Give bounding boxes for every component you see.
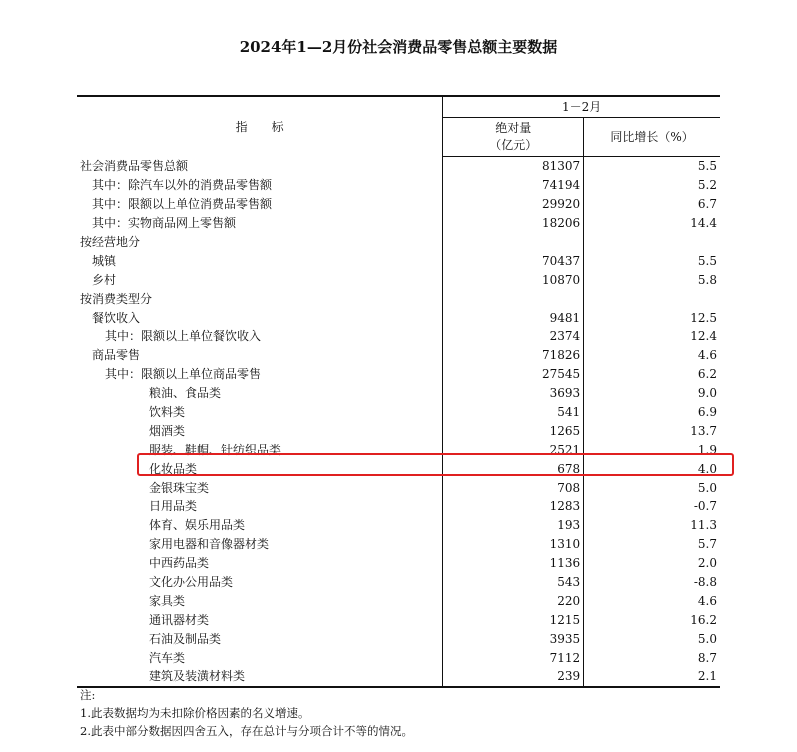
row-absolute-value: 29920 <box>443 195 584 214</box>
row-label: 金银珠宝类 <box>77 478 443 497</box>
row-label: 体育、娱乐用品类 <box>77 516 443 535</box>
table-row <box>77 648 720 667</box>
row-growth-value: 8.7 <box>697 650 717 665</box>
row-absolute-value: 1310 <box>443 535 584 554</box>
page-title: 2024年1—2月份社会消费品零售总额主要数据 <box>239 38 558 56</box>
row-label: 建筑及装潢材料类 <box>77 667 443 687</box>
row-growth-value: 6.7 <box>697 197 717 212</box>
row-label: 饮料类 <box>77 403 443 422</box>
table-row <box>77 346 720 365</box>
row-absolute-value: 3935 <box>443 629 584 648</box>
table-row <box>77 629 720 648</box>
row-absolute-value: 220 <box>443 591 584 610</box>
row-label: 文化办公用品类 <box>77 573 443 592</box>
row-absolute-value: 1283 <box>443 497 584 516</box>
row-growth-value: -8.8 <box>693 575 717 590</box>
row-growth-value: 4.6 <box>697 348 717 363</box>
row-growth-value: -0.7 <box>693 499 717 514</box>
row-absolute-value: 18206 <box>443 214 584 233</box>
table-row <box>77 214 720 233</box>
row-label: 家用电器和音像器材类 <box>77 535 443 554</box>
row-label: 家具类 <box>77 591 443 610</box>
table-row <box>77 610 720 629</box>
row-label: 烟酒类 <box>77 421 443 440</box>
row-growth-value: 16.2 <box>690 612 717 627</box>
row-growth-value <box>584 233 720 252</box>
row-absolute-value: 71826 <box>443 346 584 365</box>
row-label: 粮油、食品类 <box>77 384 443 403</box>
row-absolute-value: 2374 <box>443 327 584 346</box>
row-label: 中西药品类 <box>77 554 443 573</box>
note-item-1: 1.此表数据均为未扣除价格因素的名义增速。 <box>80 706 310 720</box>
table-row <box>77 478 720 497</box>
row-absolute-value <box>443 289 584 308</box>
header-absolute-line2: （亿元） <box>489 138 538 152</box>
notes-label: 注: <box>80 688 96 702</box>
row-label: 汽车类 <box>77 648 443 667</box>
row-growth-value: 5.2 <box>697 178 717 193</box>
row-label: 按消费类型分 <box>77 289 443 308</box>
row-label: 通讯器材类 <box>77 610 443 629</box>
header-absolute-line1: 绝对量 <box>495 121 532 135</box>
row-label: 化妆品类 <box>77 459 443 478</box>
row-absolute-value: 10870 <box>443 270 584 289</box>
table-row <box>77 497 720 516</box>
table-row <box>77 516 720 535</box>
highlight-box <box>137 453 734 476</box>
row-growth-value: 4.6 <box>697 593 717 608</box>
row-absolute-value: 27545 <box>443 365 584 384</box>
table-row <box>77 365 720 384</box>
table-row <box>77 289 720 308</box>
table-body <box>77 157 720 687</box>
row-label: 按经营地分 <box>77 233 443 252</box>
row-growth-value: 12.5 <box>690 310 717 325</box>
row-absolute-value: 3693 <box>443 384 584 403</box>
row-label: 商品零售 <box>77 346 443 365</box>
row-growth-value: 6.2 <box>697 367 717 382</box>
table-row <box>77 157 720 176</box>
data-table <box>77 95 720 688</box>
table-row <box>77 308 720 327</box>
table-row <box>77 233 720 252</box>
row-label: 其中：限额以上单位消费品零售额 <box>77 195 443 214</box>
row-label: 服装、鞋帽、针纺织品类 <box>77 440 443 459</box>
row-growth-value: 13.7 <box>690 423 717 438</box>
table-row <box>77 667 720 687</box>
row-absolute-value: 541 <box>443 403 584 422</box>
row-label: 其中：实物商品网上零售额 <box>77 214 443 233</box>
table-row <box>77 195 720 214</box>
header-absolute <box>443 118 584 157</box>
row-absolute-value: 543 <box>443 573 584 592</box>
row-label: 其中：除汽车以外的消费品零售额 <box>77 176 443 195</box>
row-absolute-value: 239 <box>443 667 584 687</box>
row-growth-value: 5.7 <box>697 537 717 552</box>
table-row <box>77 573 720 592</box>
notes <box>80 686 413 740</box>
row-growth-value: 12.4 <box>690 329 717 344</box>
row-label: 其中：限额以上单位餐饮收入 <box>77 327 443 346</box>
row-absolute-value: 193 <box>443 516 584 535</box>
row-absolute-value: 678 <box>443 459 584 478</box>
row-growth-value: 5.0 <box>697 631 717 646</box>
row-label: 乡村 <box>77 270 443 289</box>
table-row <box>77 535 720 554</box>
row-absolute-value: 1136 <box>443 554 584 573</box>
table-row <box>77 403 720 422</box>
row-label: 日用品类 <box>77 497 443 516</box>
row-growth-value: 5.8 <box>697 272 717 287</box>
note-item-2: 2.此表中部分数据因四舍五入，存在总计与分项合计不等的情况。 <box>80 724 413 738</box>
table-row <box>77 554 720 573</box>
row-growth-value: 4.0 <box>697 461 717 476</box>
row-growth-value: 5.5 <box>697 159 717 174</box>
row-growth-value: 9.0 <box>697 386 717 401</box>
row-growth-value: 1.9 <box>697 442 717 457</box>
row-growth-value: 5.5 <box>697 253 717 268</box>
row-growth-value: 14.4 <box>690 216 717 231</box>
row-absolute-value: 1215 <box>443 610 584 629</box>
row-absolute-value <box>443 233 584 252</box>
table-row <box>77 591 720 610</box>
row-label: 石油及制品类 <box>77 629 443 648</box>
row-absolute-value: 708 <box>443 478 584 497</box>
table-row <box>77 251 720 270</box>
row-absolute-value: 74194 <box>443 176 584 195</box>
header-period: 1－2月 <box>443 96 720 118</box>
header-row-1 <box>77 96 720 118</box>
row-absolute-value: 2521 <box>443 440 584 459</box>
row-absolute-value: 9481 <box>443 308 584 327</box>
table-row <box>77 270 720 289</box>
row-absolute-value: 70437 <box>443 251 584 270</box>
row-label: 社会消费品零售总额 <box>77 157 443 176</box>
row-growth-value <box>584 289 720 308</box>
row-growth-value: 2.0 <box>697 556 717 571</box>
row-growth-value: 11.3 <box>690 518 717 533</box>
row-growth-value: 5.0 <box>697 480 717 495</box>
row-growth-value: 2.1 <box>697 669 717 684</box>
table-row <box>77 384 720 403</box>
header-growth: 同比增长（%） <box>584 118 720 157</box>
table-row <box>77 421 720 440</box>
table-row <box>77 327 720 346</box>
table-row <box>77 176 720 195</box>
row-absolute-value: 7112 <box>443 648 584 667</box>
row-absolute-value: 1265 <box>443 421 584 440</box>
row-growth-value: 6.9 <box>697 405 717 420</box>
row-label: 餐饮收入 <box>77 308 443 327</box>
header-indicator: 指 标 <box>77 96 443 157</box>
row-absolute-value: 81307 <box>443 157 584 176</box>
row-label: 城镇 <box>77 251 443 270</box>
row-label: 其中：限额以上单位商品零售 <box>77 365 443 384</box>
